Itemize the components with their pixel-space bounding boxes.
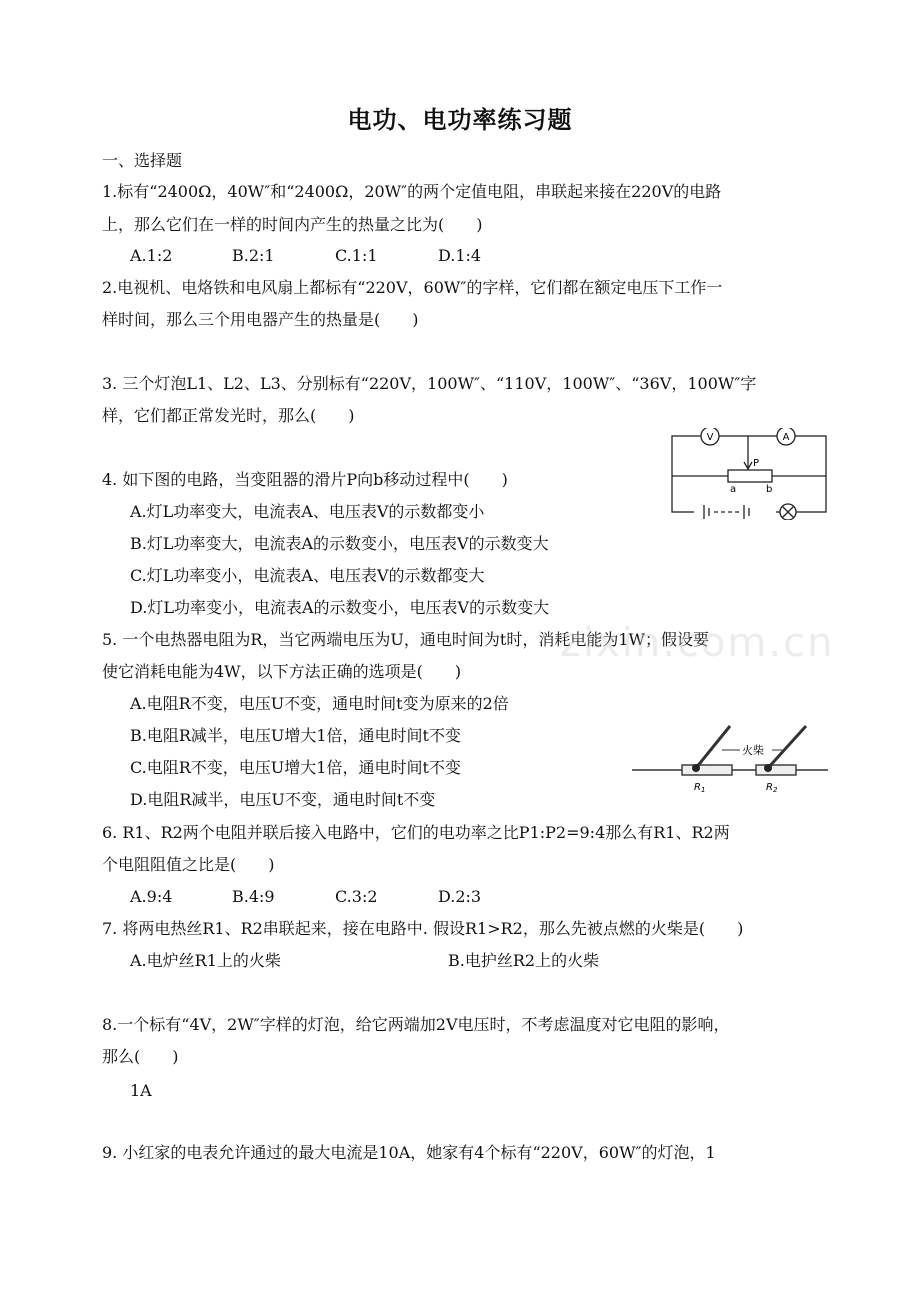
match-head-2 [764,764,772,772]
q5-line1: 5. 一个电热器电阻为R，当它两端电压为U，通电时间为t时，消耗电能为1W；假设要 [102,630,709,649]
q9-line1: 9. 小红家的电表允许通过的最大电流是10A，她家有4个标有“220V，60W″的灯泡，1 [102,1143,716,1162]
q4-option-a: A.灯L功率变大，电流表A、电压表V的示数都变小 [130,502,485,521]
q8-line1: 8.一个标有“4V，2W″字样的灯泡，给它两端加2V电压时，不考虑温度对它电阻的影响， [102,1015,730,1034]
q7-stem: 7. 将两电热丝R1、R2串联起来，接在电路中. 假设R1>R2，那么先被点燃的火柴是( ) [102,919,744,938]
end-b-label: b [766,484,773,495]
section-heading: 一、选择题 [102,151,183,170]
q1-line1: 1.标有“2400Ω，40W″和“2400Ω，20W″的两个定值电阻，串联起来接在220V的电路 [102,182,722,201]
q6-line2: 个电阻阻值之比是( ) [102,855,275,874]
match-head-1 [692,764,700,772]
q8-line2: 那么( ) [102,1047,179,1066]
q4-stem: 4. 如下图的电路，当变阻器的滑片P向b移动过程中( ) [102,470,508,489]
q1-option-b: B.2:1 [232,246,275,265]
q3-line1: 3. 三个灯泡L1、L2、L3、分别标有“220V，100W″、“110V，100W″、“36V，100W″字 [102,374,757,393]
watermark: zixin.com.cn [560,620,835,666]
q5-option-c: C.电阻R不变，电压U增大1倍，通电时间t不变 [130,758,461,777]
match-label: 火柴 [742,744,764,757]
q1-option-c: C.1:1 [335,246,378,265]
q8-answer: 1A [130,1081,152,1100]
q2-line1: 2.电视机、电烙铁和电风扇上都标有“220V，60W″的字样，它们都在额定电压下工作一 [102,278,723,297]
q4-option-c: C.灯L功率变小，电流表A、电压表V的示数都变大 [130,566,485,585]
r1-label: R [694,782,701,793]
q4-option-d: D.灯L功率变小，电流表A的示数变小，电压表V的示数变大 [130,598,550,617]
rheostat [728,470,772,482]
q6-option-c: C.3:2 [335,887,378,906]
q7-option-b: B.电护丝R2上的火柴 [448,951,600,970]
svg-text:R2 [766,782,778,794]
q1-line2: 上，那么它们在一样的时间内产生的热量之比为( ) [102,215,483,234]
circuit-diagram [668,428,830,520]
q1-option-a: A.1:2 [130,246,173,265]
q6-option-b: B.4:9 [232,887,275,906]
q2-line2: 样时间，那么三个用电器产生的热量是( ) [102,310,419,329]
q5-option-b: B.电阻R减半，电压U增大1倍，通电时间t不变 [130,726,461,745]
resistor-r1 [682,765,732,775]
match-1 [696,726,730,768]
q7-option-a: A.电炉丝R1上的火柴 [130,951,281,970]
end-a-label: a [730,484,737,495]
q4-option-b: B.灯L功率变大，电流表A的示数变小，电压表V的示数变大 [130,534,549,553]
q5-line2: 使它消耗电能为4W，以下方法正确的选项是( ) [102,662,462,681]
slider-label: P [753,458,760,469]
r2-subscript: 2 [772,786,778,794]
q3-line2: 样，它们都正常发光时，那么( ) [102,406,355,425]
q6-option-a: A.9:4 [130,887,173,906]
svg-text:R1 [694,782,705,794]
q6-option-d: D.2:3 [438,887,482,906]
q5-option-a: A.电阻R不变，电压U不变，通电时间t变为原来的2倍 [130,694,509,713]
resistor-r2 [756,765,796,775]
ammeter-label: A [782,432,790,443]
q5-option-d: D.电阻R减半，电压U不变，通电时间t不变 [130,790,436,809]
r2-label: R [766,782,773,793]
r1-subscript: 1 [700,786,706,794]
match-2 [768,726,806,768]
q1-option-d: D.1:4 [438,246,482,265]
q6-line1: 6. R1、R2两个电阻并联后接入电路中，它们的电功率之比P1:P2=9:4那么有R1、R2两 [102,823,730,842]
matches-figure [632,720,832,798]
voltmeter-label: V [706,432,714,443]
page-title: 电功、电功率练习题 [347,106,573,134]
